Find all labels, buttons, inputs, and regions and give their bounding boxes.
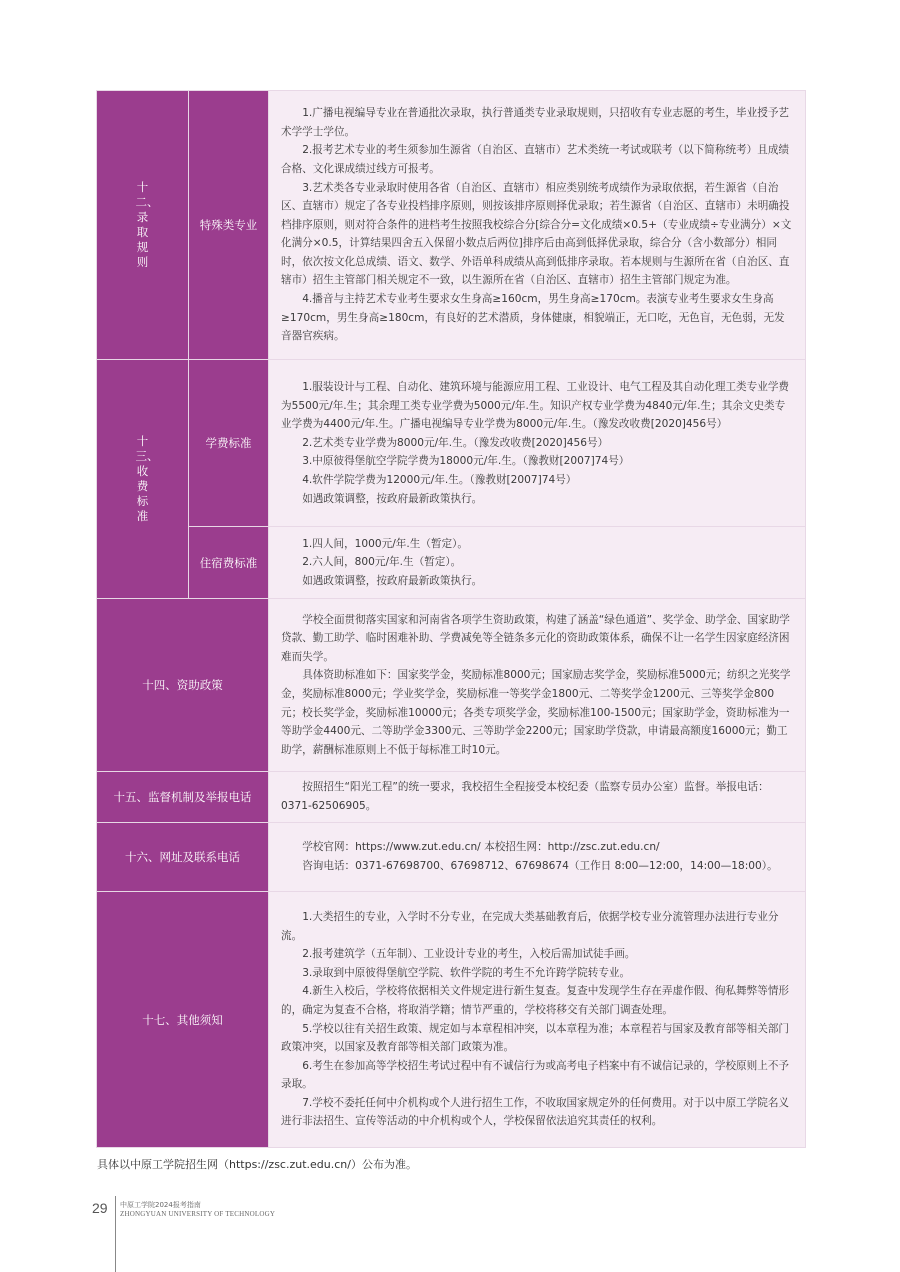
paragraph: 5.学校以往有关招生政策、规定如与本章程相冲突，以本章程为准；本章程若与国家及教育部等相关部门政策冲突，以国家及教育部等相关部门政策为准。 bbox=[281, 1022, 790, 1054]
paragraph: 4.软件学院学费为12000元/年.生。（豫教财[2007]74号） bbox=[302, 474, 577, 487]
paragraph: 学校全面贯彻落实国家和河南省各项学生资助政策，构建了涵盖“绿色通道”、奖学金、助学金、国家助学贷款、勤工助学、临时困难补助、学费减免等全链条多元化的资助政策体系，确保不让一名学生因家庭经济困难而失学。 bbox=[281, 613, 790, 663]
section-title-13: 十三、收费标准 bbox=[97, 360, 189, 599]
section-row-17 bbox=[97, 892, 806, 1148]
paragraph: 学校官网：https://www.zut.edu.cn/ 本校招生网：http://zsc.zut.edu.cn/ bbox=[302, 841, 660, 854]
subsection-title: 住宿费标准 bbox=[189, 527, 269, 599]
subsection-title: 学费标准 bbox=[189, 360, 269, 527]
paragraph: 1.广播电视编导专业在普通批次录取，执行普通类专业录取规则，只招收有专业志愿的考生，毕业授予艺术学学士学位。 bbox=[281, 107, 790, 138]
section-content-13b bbox=[269, 527, 806, 599]
footnote: 具体以中原工学院招生网（https://zsc.zut.edu.cn/）公布为准。 bbox=[97, 1158, 417, 1171]
paragraph: 7.学校不委托任何中介机构或个人进行招生工作，不收取国家规定外的任何费用。对于以中原工学院名义进行非法招生、宣传等活动的中介机构或个人，学校保留依法追究其责任的权利。 bbox=[281, 1096, 790, 1128]
paragraph: 咨询电话：0371-67698700、67698712、67698674（工作日 8:00—12:00，14:00—18:00）。 bbox=[302, 860, 778, 872]
paragraph: 2.报考建筑学（五年制）、工业设计专业的考生，入校后需加试徒手画。 bbox=[302, 948, 636, 961]
footer-brand bbox=[120, 1201, 275, 1219]
paragraph: 1.四人间，1000元/年.生（暂定）。 bbox=[302, 537, 469, 550]
paragraph: 1.服装设计与工程、自动化、建筑环境与能源应用工程、工业设计、电气工程及其自动化理工类专业学费为5500元/年.生；其余理工类专业学费为5000元/年.生。知识产权专业学费为4840元/年.生；其余文史类专业学费为4400元/年.生。广播电视编导专业学费为8000元/年.生。（豫发改收费[2020]456号） bbox=[281, 381, 790, 431]
paragraph: 3.艺术类各专业录取时使用各省（自治区、直辖市）相应类别统考成绩作为录取依据，若生源省（自治区、直辖市）规定了各专业投档排序原则，则按该排序原则择优录取；若生源省（自治区、直辖市）未明确投档排序原则，则对符合条件的进档考生按照我校综合分[综合分=文化成绩×0.5+（专业成绩÷专业满分）×文化满分×0.5，计算结果四舍五入保留小数点后两位]排序后由高到低择优录取，综合分（含小数部分）相同时，依次按文化总成绩、语文、数学、外语单科成绩从高到低排序录取。若本规则与生源所在省（自治区、直辖市）招生主管部门相关规定不一致，以生源所在省（自治区、直辖市）招生主管部门规定为准。 bbox=[281, 181, 792, 287]
section-content-12 bbox=[269, 91, 806, 360]
page-number: 29 bbox=[92, 1200, 108, 1216]
section-content-14 bbox=[269, 599, 806, 772]
paragraph: 4.播音与主持艺术专业考生要求女生身高≥160cm，男生身高≥170cm。表演专业考生要求女生身高≥170cm，男生身高≥180cm，有良好的艺术潜质，身体健康，相貌端正，无口吃，无色盲，无色弱，无发音器官疾病。 bbox=[281, 293, 785, 343]
footer-brand-en: ZHONGYUAN UNIVERSITY OF TECHNOLOGY bbox=[120, 1210, 276, 1218]
paragraph: 3.中原彼得堡航空学院学费为18000元/年.生。（豫教财[2007]74号） bbox=[302, 455, 630, 468]
section-row-13b bbox=[97, 527, 806, 599]
section-row-15 bbox=[97, 772, 806, 823]
subsection-title: 特殊类专业 bbox=[189, 91, 269, 360]
paragraph: 1.大类招生的专业，入学时不分专业，在完成大类基础教育后，依据学校专业分流管理办法进行专业分流。 bbox=[281, 910, 779, 942]
admission-table bbox=[96, 90, 806, 1148]
footer-divider bbox=[115, 1196, 116, 1272]
section-title-16: 十六、网址及联系电话 bbox=[97, 823, 269, 892]
section-title-15: 十五、监督机制及举报电话 bbox=[97, 772, 269, 823]
section-row-16 bbox=[97, 823, 806, 892]
paragraph: 6.考生在参加高等学校招生考试过程中有不诚信行为或高考电子档案中有不诚信记录的，学校原则上不予录取。 bbox=[281, 1059, 790, 1091]
paragraph: 2.六人间，800元/年.生（暂定）。 bbox=[302, 556, 462, 569]
section-content-16 bbox=[269, 823, 806, 892]
paragraph: 4.新生入校后，学校将依据相关文件规定进行新生复查。复查中发现学生存在弄虚作假、徇私舞弊等情形的，确定为复查不合格，将取消学籍；情节严重的，学校将移交有关部门调查处理。 bbox=[281, 985, 790, 1016]
paragraph: 如遇政策调整，按政府最新政策执行。 bbox=[302, 492, 483, 505]
section-title-17: 十七、其他须知 bbox=[97, 892, 269, 1148]
paragraph: 按照招生“阳光工程”的统一要求，我校招生全程接受本校纪委（监察专员办公室）监督。举报电话：0371-62506905。 bbox=[281, 781, 769, 812]
paragraph: 3.录取到中原彼得堡航空学院、软件学院的考生不允许跨学院转专业。 bbox=[302, 966, 631, 979]
paragraph: 2.报考艺术专业的考生须参加生源省（自治区、直辖市）艺术类统一考试或联考（以下简称统考）且成绩合格、文化课成绩过线方可报考。 bbox=[281, 144, 790, 175]
section-title-12: 十二、录取规则 bbox=[97, 91, 189, 360]
paragraph: 2.艺术类专业学费为8000元/年.生。（豫发改收费[2020]456号） bbox=[302, 436, 609, 449]
section-content-17 bbox=[269, 892, 806, 1148]
section-content-13a bbox=[269, 360, 806, 527]
section-title-14: 十四、资助政策 bbox=[97, 599, 269, 772]
paragraph: 具体资助标准如下：国家奖学金，奖励标准8000元；国家励志奖学金，奖励标准5000元；纺织之光奖学金，奖励标准8000元；学业奖学金，奖励标准一等奖学金1800元、二等奖学金1200元、三等奖学金800元；校长奖学金，奖励标准10000元；各类专项奖学金，奖励标准100-1500元；国家助学金，资助标准为一等助学金4400元、二等助学金3300元、三等助学金2200元；国家助学贷款，申请最高额度16000元；勤工助学，薪酬标准原则上不低于每标准工时10元。 bbox=[281, 669, 791, 756]
footer-brand-cn: 中原工学院2024报考指南 bbox=[120, 1201, 201, 1209]
section-content-15 bbox=[269, 772, 806, 823]
paragraph: 如遇政策调整，按政府最新政策执行。 bbox=[302, 574, 483, 587]
section-row-12 bbox=[97, 91, 806, 360]
section-row-13a bbox=[97, 360, 806, 527]
section-row-14 bbox=[97, 599, 806, 772]
